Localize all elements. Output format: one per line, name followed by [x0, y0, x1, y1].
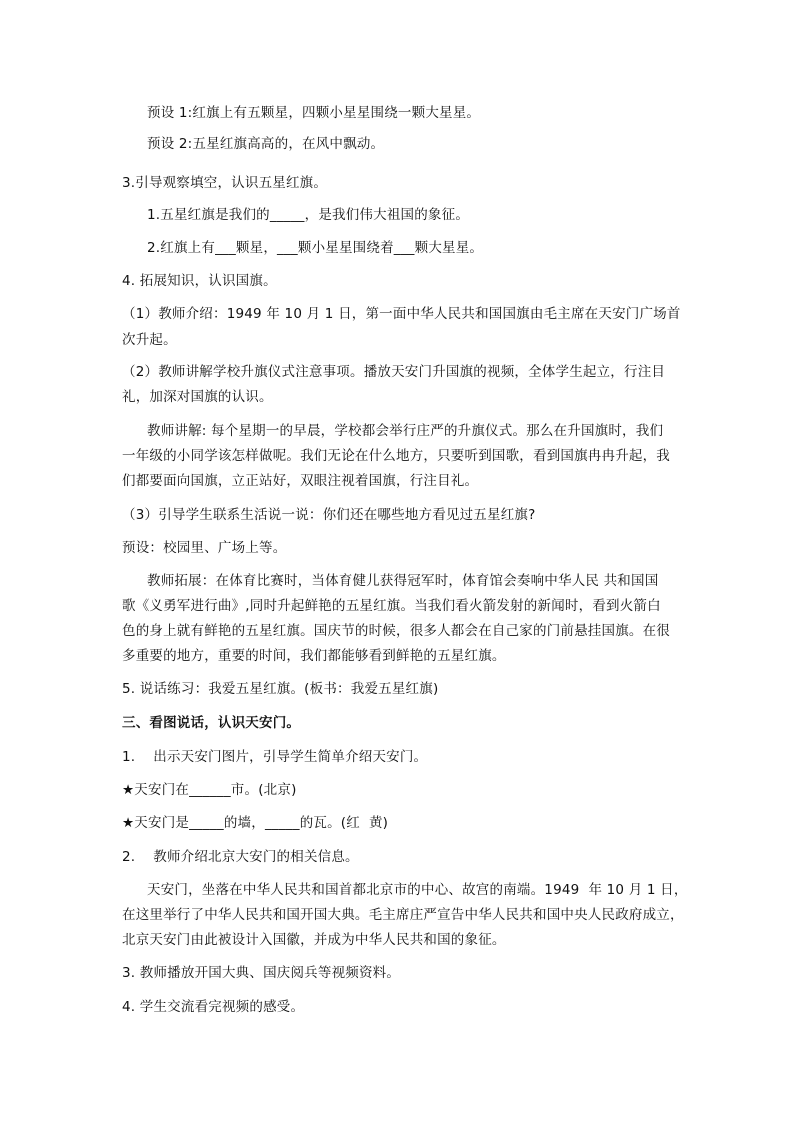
step-5-line: 5. 说话练习：我爱五星红旗。(板书：我爱五星红旗) — [122, 681, 439, 697]
paragraph-1-line-1: （1）教师介绍：1949 年 10 月 1 日，第一面中华人民共和国国旗由毛主席在天安门广场首 — [122, 306, 681, 322]
section-3-step-2: 2. 教师介绍北京大安门的相关信息。 — [122, 849, 359, 865]
tiananmen-blank-1: ★天安门在______市。(北京) — [122, 782, 297, 798]
section-3-step-4: 4. 学生交流看完视频的感受。 — [122, 999, 305, 1015]
tiananmen-info-line-2: 在这里举行了中华人民共和国开国大典。毛主席庄严宣告中华人民共和国中央人民政府成立， — [122, 907, 684, 923]
section-3-step-1: 1. 出示天安门图片，引导学生简单介绍天安门。 — [122, 749, 428, 765]
teacher-extend-line-2: 歌《义勇军进行曲》,同时升起鲜艳的五星红旗。当我们看火箭发射的新闻时，看到火箭白 — [122, 598, 661, 614]
paragraph-2-line-1: （2）教师讲解学校升旗仪式注意事项。播放天安门升国旗的视频，全体学生起立，行注目 — [122, 364, 666, 380]
tiananmen-info-line-1: 天安门，坐落在中华人民共和国首都北京市的中心、故宫的南端。1949 年 10 月 1 日， — [147, 882, 688, 898]
step-3-heading: 3.引导观察填空，认识五星红旗。 — [122, 175, 328, 191]
preset-2-line: 预设 2:五星红旗高高的，在风中飘动。 — [147, 136, 385, 152]
paragraph-1-line-2: 次升起。 — [122, 332, 177, 348]
step-4-heading: 4. 拓展知识，认识国旗。 — [122, 273, 277, 289]
teacher-explain-line-3: 们都要面向国旗，立正站好，双眼注视着国旗，行注目礼。 — [122, 473, 479, 489]
teacher-extend-line-4: 多重要的地方，重要的时间，我们都能够看到鲜艳的五星红旗。 — [122, 648, 506, 664]
teacher-extend-line-1: 教师拓展：在体育比赛时，当体育健儿获得冠军时，体育馆会奏响中华人民 共和国国 — [147, 573, 659, 589]
tiananmen-info-line-3: 北京天安门由此被设计入国徽，并成为中华人民共和国的象征。 — [122, 932, 506, 948]
section-3-step-3: 3. 教师播放开国大典、国庆阅兵等视频资料。 — [122, 965, 401, 981]
section-3-heading: 三、看图说话，认识天安门。 — [122, 715, 301, 731]
tiananmen-blank-2: ★天安门是_____的墙，_____的瓦。(红 黄) — [122, 815, 389, 831]
fill-blank-2: 2.红旗上有___颗星，___颗小星星围绕着___颗大星星。 — [147, 240, 484, 256]
teacher-explain-line-1: 教师讲解: 每个星期一的早晨，学校都会举行庄严的升旗仪式。那么在升国旗时，我们 — [147, 423, 664, 439]
teacher-extend-line-3: 色的身上就有鲜艳的五星红旗。国庆节的时候，很多人都会在自己家的门前悬挂国旗。在很 — [122, 623, 670, 639]
preset-3-line: 预设：校园里、广场上等。 — [122, 540, 287, 556]
paragraph-3-line: （3）引导学生联系生活说一说：你们还在哪些地方看见过五星红旗? — [122, 507, 536, 523]
paragraph-2-line-2: 礼，加深对国旗的认识。 — [122, 389, 273, 405]
teacher-explain-line-2: 一年级的小同学该怎样做呢。我们无论在什么地方，只要听到国歌，看到国旗冉冉升起，我 — [122, 448, 670, 464]
preset-1-line: 预设 1:红旗上有五颗星，四颗小星星围绕一颗大星星。 — [147, 105, 481, 121]
fill-blank-1: 1.五星红旗是我们的_____，是我们伟大祖国的象征。 — [147, 207, 470, 223]
